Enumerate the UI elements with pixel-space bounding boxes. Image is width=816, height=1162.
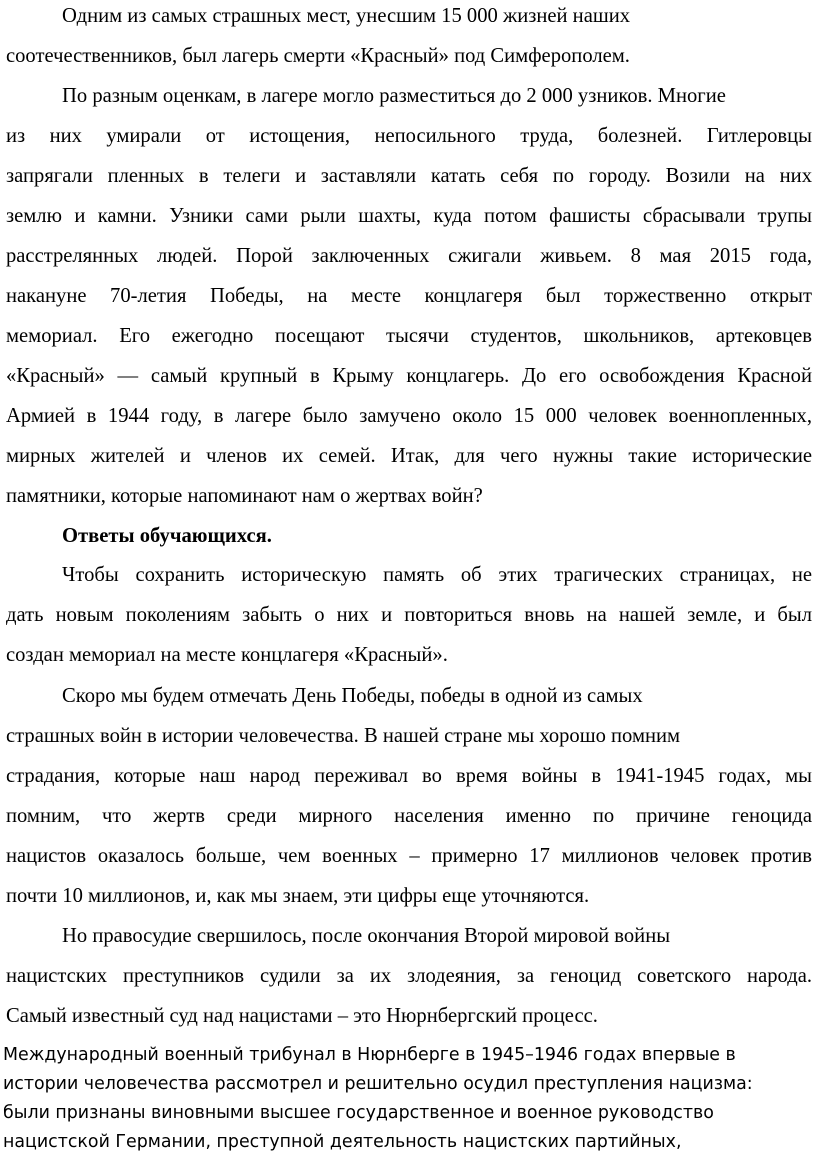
p3-line-3: создан мемориал на месте концлагеря «Красный».: [6, 644, 448, 666]
p2-line-10: мирных жителей и членов их семей. Итак, для чего нужны такие исторические: [6, 445, 812, 467]
p6-line-3: были признаны виновными высшее государственное и военное руководство: [3, 1103, 714, 1123]
p2-line-7: мемориал. Его ежегодно посещают тысячи студентов, школьников, артековцев: [6, 325, 812, 347]
p6-line-1: Международный военный трибунал в Нюрнберге в 1945–1946 годах впервые в: [3, 1045, 736, 1065]
p2-line-6: накануне 70-летия Победы, на месте концлагеря был торжественно открыт: [6, 285, 812, 307]
p5-line-3: Самый известный суд над нацистами – это Нюрнбергский процесс.: [6, 1005, 598, 1027]
p2-line-4: землю и камни. Узники сами рыли шахты, куда потом фашисты сбрасывали трупы: [6, 205, 812, 227]
p2-line-8: «Красный» — самый крупный в Крыму концлагерь. До его освобождения Красной: [6, 365, 812, 387]
p2-line-11: памятники, которые напоминают нам о жертвах войн?: [6, 485, 483, 507]
p4-line-5: нацистов оказалось больше, чем военных – примерно 17 миллионов человек против: [6, 845, 812, 867]
p5-line-1: Но правосудие свершилось, после окончания Второй мировой войны: [62, 925, 671, 947]
answers-heading: Ответы обучающихся.: [62, 525, 272, 547]
p2-line-3: запрягали пленных в телеги и заставляли катать себя по городу. Возили на них: [6, 165, 812, 187]
p2-line-1: По разным оценкам, в лагере могло разместиться до 2 000 узников. Многие: [62, 85, 726, 107]
p6-line-2: истории человечества рассмотрел и решительно осудил преступления нацизма:: [3, 1074, 753, 1094]
p6-line-4: нацистской Германии, преступной деятельность нацистских партийных,: [3, 1132, 682, 1152]
p5-line-2: нацистских преступников судили за их злодеяния, за геноцид советского народа.: [6, 965, 812, 987]
p1-line-2: соотечественников, был лагерь смерти «Красный» под Симферополем.: [6, 45, 630, 67]
p4-line-4: помним, что жертв среди мирного населения именно по причине геноцида: [6, 805, 812, 827]
p2-line-5: расстрелянных людей. Порой заключенных сжигали живьем. 8 мая 2015 года,: [6, 245, 812, 267]
p4-line-2: страшных войн в истории человечества. В нашей стране мы хорошо помним: [6, 725, 681, 747]
p2-line-2: из них умирали от истощения, непосильного труда, болезней. Гитлеровцы: [6, 125, 812, 147]
p4-line-6: почти 10 миллионов, и, как мы знаем, эти цифры еще уточняются.: [6, 885, 590, 907]
p2-line-9: Армией в 1944 году, в лагере было замучено около 15 000 человек военнопленных,: [6, 405, 812, 427]
p3-line-1: Чтобы сохранить историческую память об этих трагических страницах, не: [62, 564, 812, 586]
p4-line-1: Скоро мы будем отмечать День Победы, победы в одной из самых: [62, 685, 643, 707]
p3-line-2: дать новым поколениям забыть о них и повториться вновь на нашей земле, и был: [6, 604, 812, 626]
p4-line-3: страдания, которые наш народ переживал во время войны в 1941-1945 годах, мы: [6, 765, 812, 787]
p1-line-1: Одним из самых страшных мест, унесшим 15 000 жизней наших: [62, 5, 631, 27]
